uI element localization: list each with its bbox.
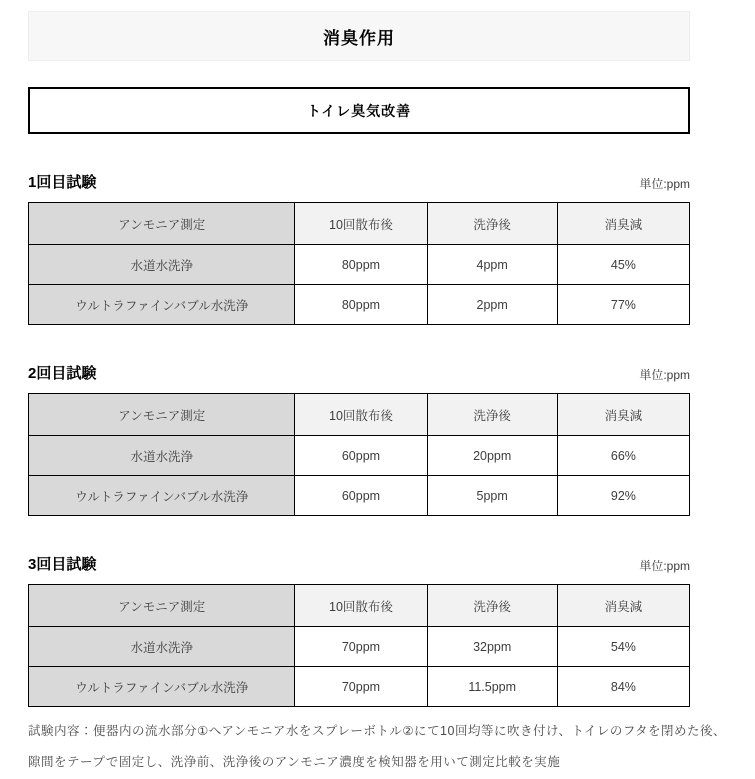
results-table-3 [28, 584, 690, 707]
section-title: 2回目試験 [28, 365, 97, 382]
page-title-bar [28, 11, 690, 61]
table-cell: 84% [557, 667, 689, 707]
table-header-cell: 洗浄後 [427, 585, 557, 627]
page-subtitle: トイレ臭気改善 [306, 102, 412, 119]
results-table-1 [28, 202, 690, 325]
section-trial-2 [28, 362, 690, 516]
table-cell: 60ppm [295, 476, 427, 516]
table-cell: 2ppm [427, 285, 557, 325]
row-label: 水道水洗浄 [29, 245, 295, 285]
table-header-cell: アンモニア測定 [29, 203, 295, 245]
table-header-cell: 10回散布後 [295, 394, 427, 436]
unit-label: 単位:ppm [639, 177, 690, 191]
table-header-cell: アンモニア測定 [29, 585, 295, 627]
row-label: ウルトラファインバブル水洗浄 [29, 667, 295, 707]
table-row [29, 667, 690, 707]
table-row [29, 285, 690, 325]
table-cell: 77% [557, 285, 689, 325]
unit-label: 単位:ppm [639, 559, 690, 573]
page-title: 消臭作用 [323, 28, 395, 48]
table-header-row [29, 203, 690, 245]
section-trial-1 [28, 171, 690, 325]
table-row [29, 245, 690, 285]
section-title: 3回目試験 [28, 556, 97, 573]
table-header-cell: 消臭減 [557, 203, 689, 245]
row-label: 水道水洗浄 [29, 627, 295, 667]
table-header-cell: 10回散布後 [295, 203, 427, 245]
table-header-cell: 洗浄後 [427, 203, 557, 245]
table-cell: 80ppm [295, 245, 427, 285]
table-header-row [29, 585, 690, 627]
section-head [28, 362, 690, 383]
unit-label: 単位:ppm [639, 368, 690, 382]
table-cell: 80ppm [295, 285, 427, 325]
row-label: ウルトラファインバブル水洗浄 [29, 285, 295, 325]
table-row [29, 476, 690, 516]
results-table-2 [28, 393, 690, 516]
row-label: ウルトラファインバブル水洗浄 [29, 476, 295, 516]
table-cell: 45% [557, 245, 689, 285]
table-cell: 92% [557, 476, 689, 516]
table-cell: 70ppm [295, 667, 427, 707]
table-header-row [29, 394, 690, 436]
table-header-cell: 消臭減 [557, 585, 689, 627]
subtitle-box [28, 87, 690, 134]
section-head [28, 171, 690, 192]
table-cell: 66% [557, 436, 689, 476]
table-row [29, 627, 690, 667]
table-cell: 20ppm [427, 436, 557, 476]
table-cell: 11.5ppm [427, 667, 557, 707]
section-head [28, 553, 690, 574]
table-header-cell: アンモニア測定 [29, 394, 295, 436]
table-header-cell: 10回散布後 [295, 585, 427, 627]
table-cell: 32ppm [427, 627, 557, 667]
table-cell: 60ppm [295, 436, 427, 476]
table-cell: 5ppm [427, 476, 557, 516]
table-cell: 54% [557, 627, 689, 667]
test-description: 試験内容：便器内の流水部分①へアンモニア水をスプレーボトル②にて10回均等に吹き付け、トイレのフタを閉めた後、隙間をテープで固定し、洗浄前、洗浄後のアンモニア濃度を検知器を用いて測定比較を実施 [28, 724, 726, 769]
table-cell: 70ppm [295, 627, 427, 667]
section-title: 1回目試験 [28, 174, 97, 191]
row-label: 水道水洗浄 [29, 436, 295, 476]
table-cell: 4ppm [427, 245, 557, 285]
section-trial-3 [28, 553, 690, 707]
table-header-cell: 洗浄後 [427, 394, 557, 436]
table-header-cell: 消臭減 [557, 394, 689, 436]
table-row [29, 436, 690, 476]
